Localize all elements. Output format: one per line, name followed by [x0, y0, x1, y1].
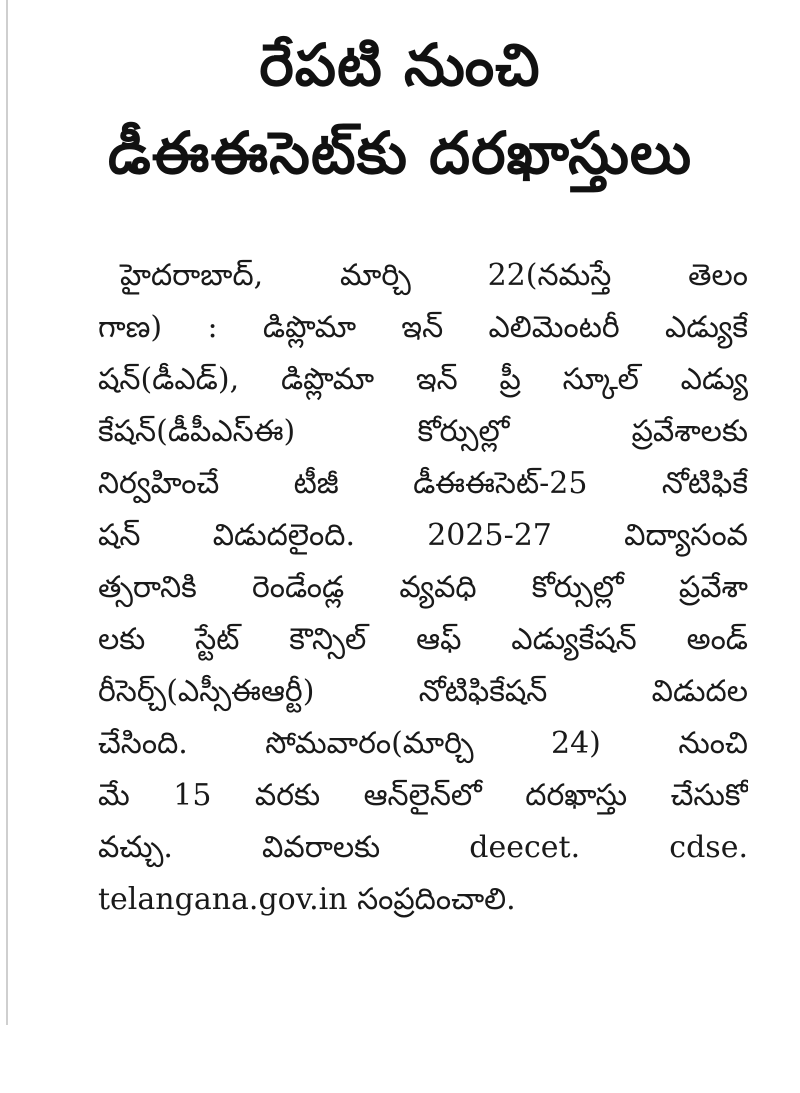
- body-line: వచ్చు. వివరాలకు deecet. cdse.: [98, 830, 748, 865]
- body-line: నిర్వహించే టీజీ డీఈఈసెట్-25 నోటిఫికే: [98, 466, 748, 501]
- article-body: [98, 250, 748, 926]
- body-line: హైదరాబాద్, మార్చి 22(నమస్తే తెలం: [120, 258, 748, 293]
- body-line: కేషన్(డీపీఎస్ఈ) కోర్సుల్లో ప్రవేశాలకు: [98, 414, 748, 449]
- headline-line-1: రేపటి నుంచి: [259, 31, 541, 99]
- body-line: షన్(డీఎడ్), డిప్లొమా ఇన్ ప్రీ స్కూల్ ఎడ్యు: [98, 362, 748, 397]
- body-line: telangana.gov.in సంప్రదించాలి.: [98, 882, 516, 917]
- body-line: చేసింది. సోమవారం(మార్చి 24) నుంచి: [98, 726, 748, 761]
- body-line: రీసెర్చ్(ఎస్సీఈఆర్టీ) నోటిఫికేషన్ విడుదల: [98, 674, 748, 709]
- column-divider: [6, 0, 8, 1025]
- body-line: మే 15 వరకు ఆన్‌లైన్‌లో దరఖాస్తు చేసుకో: [98, 778, 748, 813]
- headline-line-2: డీఈఈసెట్‌కు దరఖాస్తులు: [107, 119, 693, 187]
- body-line: షన్ విడుదలైంది. 2025-27 విద్యాసంవ: [98, 518, 748, 553]
- body-line: గాణ) : డిప్లొమా ఇన్ ఎలిమెంటరీ ఎడ్యుకే: [98, 310, 748, 345]
- body-line: లకు స్టేట్ కౌన్సిల్ ఆఫ్ ఎడ్యుకేషన్ అండ్: [98, 622, 748, 657]
- body-line: త్సరానికి రెండేండ్ల వ్యవధి కోర్సుల్లో ప్రవేశా: [98, 570, 748, 605]
